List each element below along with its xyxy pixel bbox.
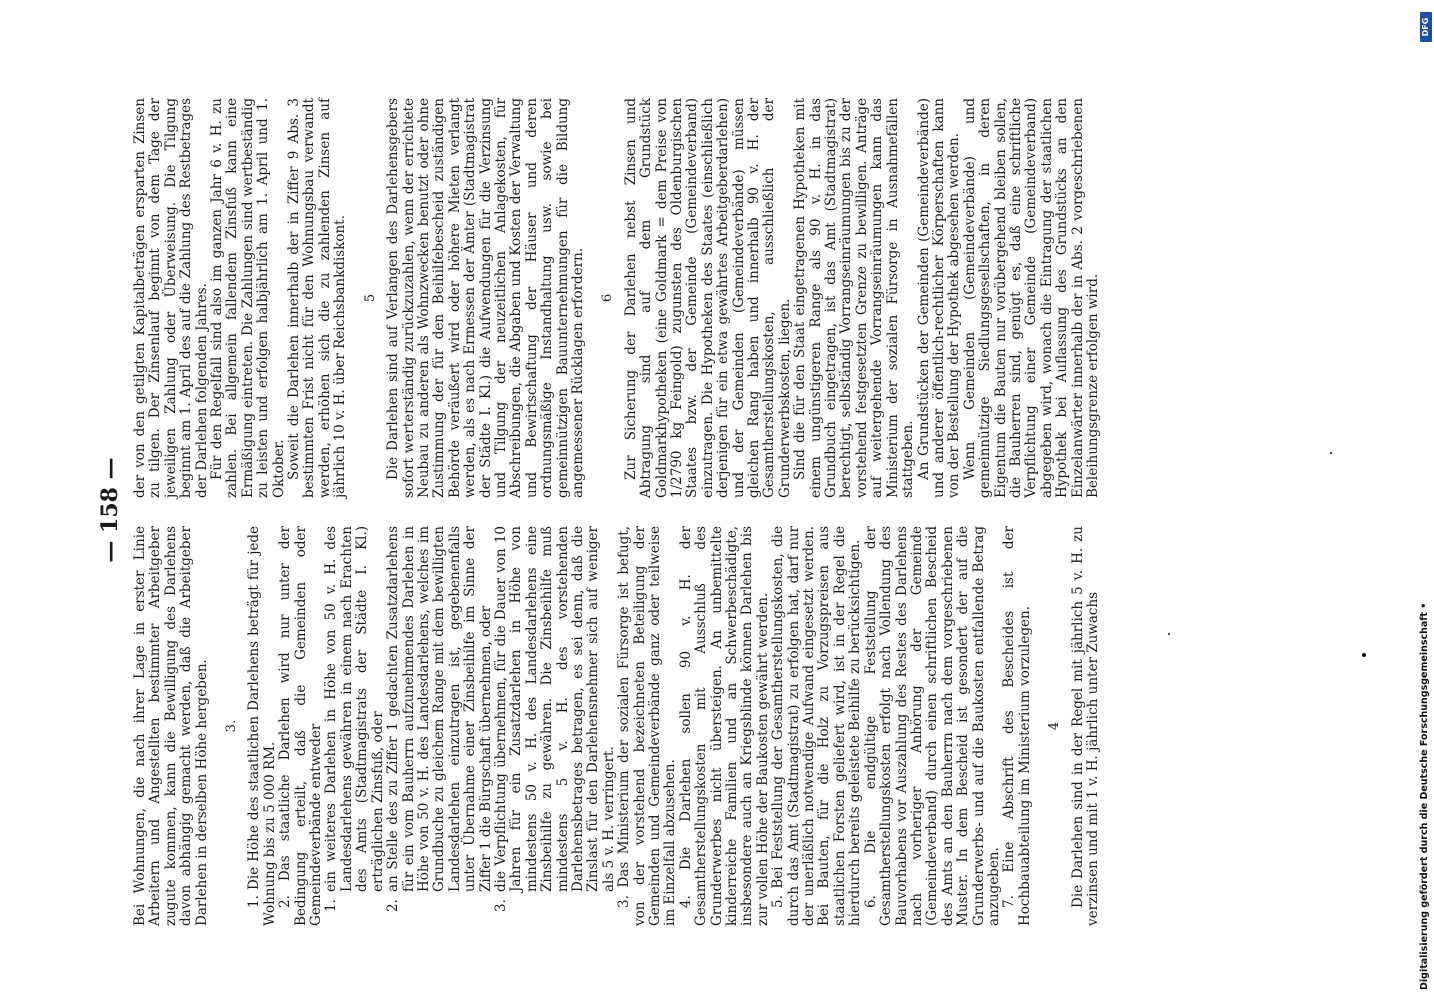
- section3-paragraph-3: 3. Das Ministerium der sozialen Fürsorge ist befugt, von der vorstehend bezeichneten Beteiligung der Gemeinden und Gemeindeverbände ganz oder teilweise im Einzelfall abzusehen.: [616, 526, 679, 926]
- section6-paragraph-4: Wenn Gemeinden (Gemeindeverbände) und gemeinnützige Siedlungsgesellschaften, in deren Eigentum die Bauten nur vorübergehend bleiben sollen, die Bauherren sind, genügt es, daß eine schriftliche Verpflichtung einer Gemeinde (Gemeindeverband) abgegeben wird, wonach die Eintragung der staatlichen Hypothek bei Auflassung des Grundstücks an den Einzelanwärter innerhalb der in Abs. 2 vorgeschriebenen Beleihungsgrenze erfolgen wird.: [961, 98, 1101, 498]
- section3-paragraph-2: 2. Das staatliche Darlehen wird nur unter der Bedingung erteilt, daß die Gemeinden oder Gemeindeverbände entweder: [277, 526, 325, 926]
- intro-paragraph: Bei Wohnungen, die nach ihrer Lage in erster Linie Arbeitern und Angestellten bestimmter Arbeitgeber zugute kommen, kann die Bewilligung des Darlehens davon abhängig gemacht werden, daß die Arbeitgeber Darlehen in derselben Höhe hergeben.: [132, 526, 210, 926]
- section4-paragraph-3: Soweit die Darlehen innerhalb der in Ziffer 9 Abs. 3 bestimmten Frist nicht für den Wohnungsbau verwandt werden, erhöhen sich die zu zahlenden Zinsen auf jährlich 10 v. H. über Reichsbankdiskont.: [286, 98, 349, 498]
- section6-paragraph-2: Sind die für den Staat eingetragenen Hypotheken mit einem ungünstigeren Range als 90 v. H. in das Grundbuch eingetragen, ist das Amt (Stadtmagistrat) berechtigt, selbständig Vorrangseinräumungen bis zu der vorstehend festgesetzten Grenze zu bewilligen. Anträge auf weitergehende Vorrangseinräumungen kann das Ministerium der sozialen Fürsorge in Ausnahmefällen stattgeben.: [792, 98, 917, 498]
- left-column: [133, 526, 1101, 926]
- section-number-4: 4: [1047, 721, 1063, 731]
- list-item-2: 2. an Stelle des zu Ziffer 1 gedachten Zusatzdarlehens für ein vom Bauherrn aufzunehmendes Darlehen in Höhe von 50 v. H. des Landesdarlehens, welches im Grundbuche zu gleichem Range mit dem bewilligten Landesdarlehen einzutragen ist, gegebenenfalls unter Übernahme einer Zinsbeihilfe im Sinne der Ziffer 1 die Bürgschaft übernehmen, oder: [385, 526, 494, 912]
- section3-paragraph-6: 6. Die endgültige Feststellung der Gesamtherstellungskosten erfolgt nach Vollendung des Bauvorhabens vor Auszahlung des Restes des Darlehens nach vorheriger Anhörung der Gemeinde (Gemeindeverband) durch einen schriftlichen Bescheid des Amts an den Bauherrn nach dem vorgeschriebenen Muster. In dem Bescheid ist gesondert der auf die Grunderwerbs- und auf die Baukosten entfallende Betrag anzugeben.: [862, 526, 1002, 926]
- section6-paragraph-3: An Grundstücken der Gemeinden (Gemeindeverbände) und anderer öffentlich-rechtlicher Körperschaften kann von der Bestellung der Hypothek abgesehen werden.: [915, 98, 963, 498]
- digitization-credit: Digitalisierung gefördert durch die Deutsche Forschungsgemeinschaft •: [1419, 602, 1430, 990]
- continuation-paragraph: der von den getilgten Kapitalbeträgen ersparten Zinsen zu tilgen. Der Zinsenlauf beginnt von dem Tage der jeweiligen Zahlung oder Überweisung. Die Tilgung beginnt am 1. April des auf die Zahlung des Restbetrages der Darlehen folgenden Jahres.: [132, 98, 210, 498]
- section4-paragraph-2: Für den Regelfall sind also im ganzen Jahr 6 v. H. zu zahlen. Bei allgemein fallendem Zinsfuß kann eine Ermäßigung eintreten. Die Zahlungen sind wertbeständig zu leisten und erfolgen halbjährlich am 1. April und 1. Oktober.: [209, 98, 287, 498]
- list-item-1: 1. ein weiteres Darlehen in Höhe von 50 v. H. des Landesdarlehens gewähren in einem nach Erachten des Amts (Stadtmagistrats der Städte I. Kl.) erträglichen Zinsfuß, oder: [323, 526, 386, 912]
- section3-paragraph-4: 4. Die Darlehen sollen 90 v. H. der Gesamtherstellungskosten mit Ausschluß des Grunderwerbes nicht übersteigen. An unbemittelte kinderreiche Familien und an Schwerbeschädigte, insbesondere auch an Kriegsblinde können Darlehen bis zur vollen Höhe der Baukosten gewährt werden.: [677, 526, 771, 926]
- dfg-logo-icon: DFG: [1420, 12, 1432, 42]
- section3-paragraph-7: 7. Eine Abschrift des Bescheides ist der Hochbauabteilung im Ministerium vorzulegen.: [1001, 526, 1033, 926]
- section-number-6: 6: [600, 293, 616, 303]
- section3-paragraph-1: 1. Die Höhe des staatlichen Darlehens beträgt für jede Wohnung bis zu 5 000 RM.: [246, 526, 278, 926]
- scan-speck: [1330, 452, 1332, 454]
- section5-paragraph-1: Die Darlehen sind auf Verlangen des Darlehensgebers sofort werterständig zurückzuzahlen, wenn der errichtete Neubau zu anderen als Wohnzwecken benutzt oder ohne Zustimmung der für den Beihilfebescheid zuständigen Behörde veräußert wird oder höhere Mieten verlangt werden, als es nach Ermessen der Ämter (Stadtmagistrat der Städte I. Kl.) die Aufwendungen für die Verzinsung und Tilgung der neuzeitlichen Anlagekosten, für Abschreibungen, die Abgaben und Kosten der Verwaltung und Bewirtschaftung der Häuser und deren ordnungsmäßige Instandhaltung usw. sowie bei gemeinnützigen Bauunternehmungen für die Bildung angemessener Rücklagen erfordern.: [385, 98, 586, 498]
- section-number-3: 3.: [224, 719, 240, 733]
- list-item-3: 3. die Verpflichtung übernehmen, für die Dauer von 10 Jahren für ein Zusatzdarlehen in Höhe von mindestens 50 v. H. des Landesdarlehens eine Zinsbeihilfe zu gewähren. Die Zinsbeihilfe muß mindestens 5 v. H. des vorstehenden Darlehensbetrages betragen, es sei denn, daß die Zinslast für den Darlehensnehmer sich auf weniger als 5 v. H. verringert.: [492, 526, 617, 912]
- scan-speck: [1362, 653, 1366, 657]
- section6-paragraph-1: Zur Sicherung der Darlehen nebst Zinsen und Abtragung sind auf dem Grundstück Goldmarkhypotheken (eine Goldmark = dem Preise von 1/2790 kg Feingold) zugunsten des Oldenburgischen Staates bzw. der Gemeinde (Gemeindeverband) einzutragen. Die Hypotheken des Staates (einschließlich derjenigen für ein etwa gewährtes Arbeitgeberdarlehen) und der Gemeinden (Gemeindeverbände) müssen gleichen Rang haben und innerhalb 90 v. H. der Gesamtherstellungskosten, ausschließlich der Grunderwerbskosten, liegen.: [622, 98, 793, 498]
- scan-speck: [1168, 633, 1170, 635]
- right-column: [133, 98, 1101, 498]
- section4-paragraph-1: Die Darlehen sind in der Regel mit jährlich 5 v. H. zu verzinsen und mit 1 v. H. jährlich unter Zuwachs: [1069, 526, 1101, 926]
- section-number-5: 5: [362, 293, 378, 303]
- page-number: — 158 —: [97, 457, 123, 563]
- section3-paragraph-5: 5. Bei Feststellung der Gesamtherstellungskosten, die durch das Amt (Stadtmagistrat) zu erfolgen hat, darf nur der unerläßlich notwendige Aufwand eingesetzt werden. Bei Bauten, für die Holz zu Vorzugspreisen aus staatlichen Forsten geliefert wird, ist in der Regel die hierdurch bereits geleistete Beihilfe zu berücksichtigen.: [770, 526, 864, 926]
- rotated-document-page: [95, 80, 1295, 940]
